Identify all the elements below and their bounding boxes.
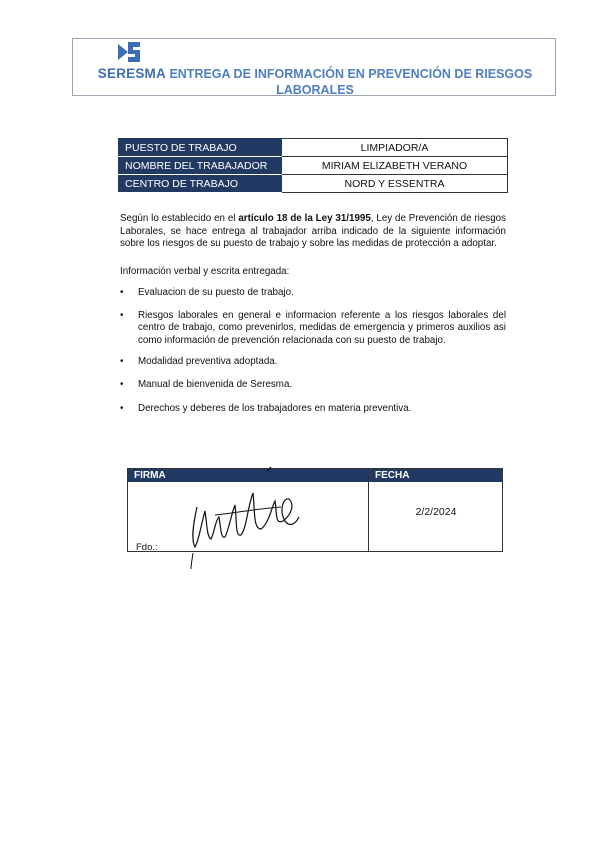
table-row [119,175,508,193]
intro-paragraph: Según lo establecido en el artículo 18 de la Ley 31/1995, Ley de Prevención de riesgos Laborales, se hace entrega al trabajador arriba indicado de la siguiente información sobre los riesgos de su puesto de trabajo y sobre las medidas de protección a adoptar. [120,213,506,250]
label-centro: CENTRO DE TRABAJO [119,175,282,193]
table-row [119,139,508,157]
signature-date: 2/2/2024 [415,506,457,518]
bullet-icon: • [120,403,124,414]
info-subheading: Información verbal y escrita entregada: [120,266,290,277]
fecha-header: FECHA [369,469,502,482]
document-title [80,66,550,98]
value-nombre: MIRIAM ELIZABETH VERANO [282,157,508,175]
bullet-icon: • [120,310,124,321]
law-reference: artículo 18 de la Ley 31/1995 [238,213,371,224]
label-nombre: NOMBRE DEL TRABAJADOR [119,157,282,175]
brand-name: SERESMA [97,66,166,81]
fdo-label: Fdo.: [136,542,158,553]
bullet-icon: • [120,379,124,390]
value-puesto: LIMPIADOR/A [282,139,508,157]
bullet-icon: • [120,287,124,298]
handwritten-signature [175,465,305,570]
bullet-icon: • [120,356,124,367]
firma-header: FIRMA [128,469,368,482]
title-line-1: ENTREGA DE INFORMACIÓN EN PREVENCIÓN DE RIESGOS [169,67,533,81]
table-row [119,157,508,175]
label-puesto: PUESTO DE TRABAJO [119,139,282,157]
seresma-logo-icon [116,40,142,64]
value-centro: NORD Y ESSENTRA [282,175,508,193]
worker-info-table [118,138,508,193]
title-line-2: LABORALES [276,83,354,97]
